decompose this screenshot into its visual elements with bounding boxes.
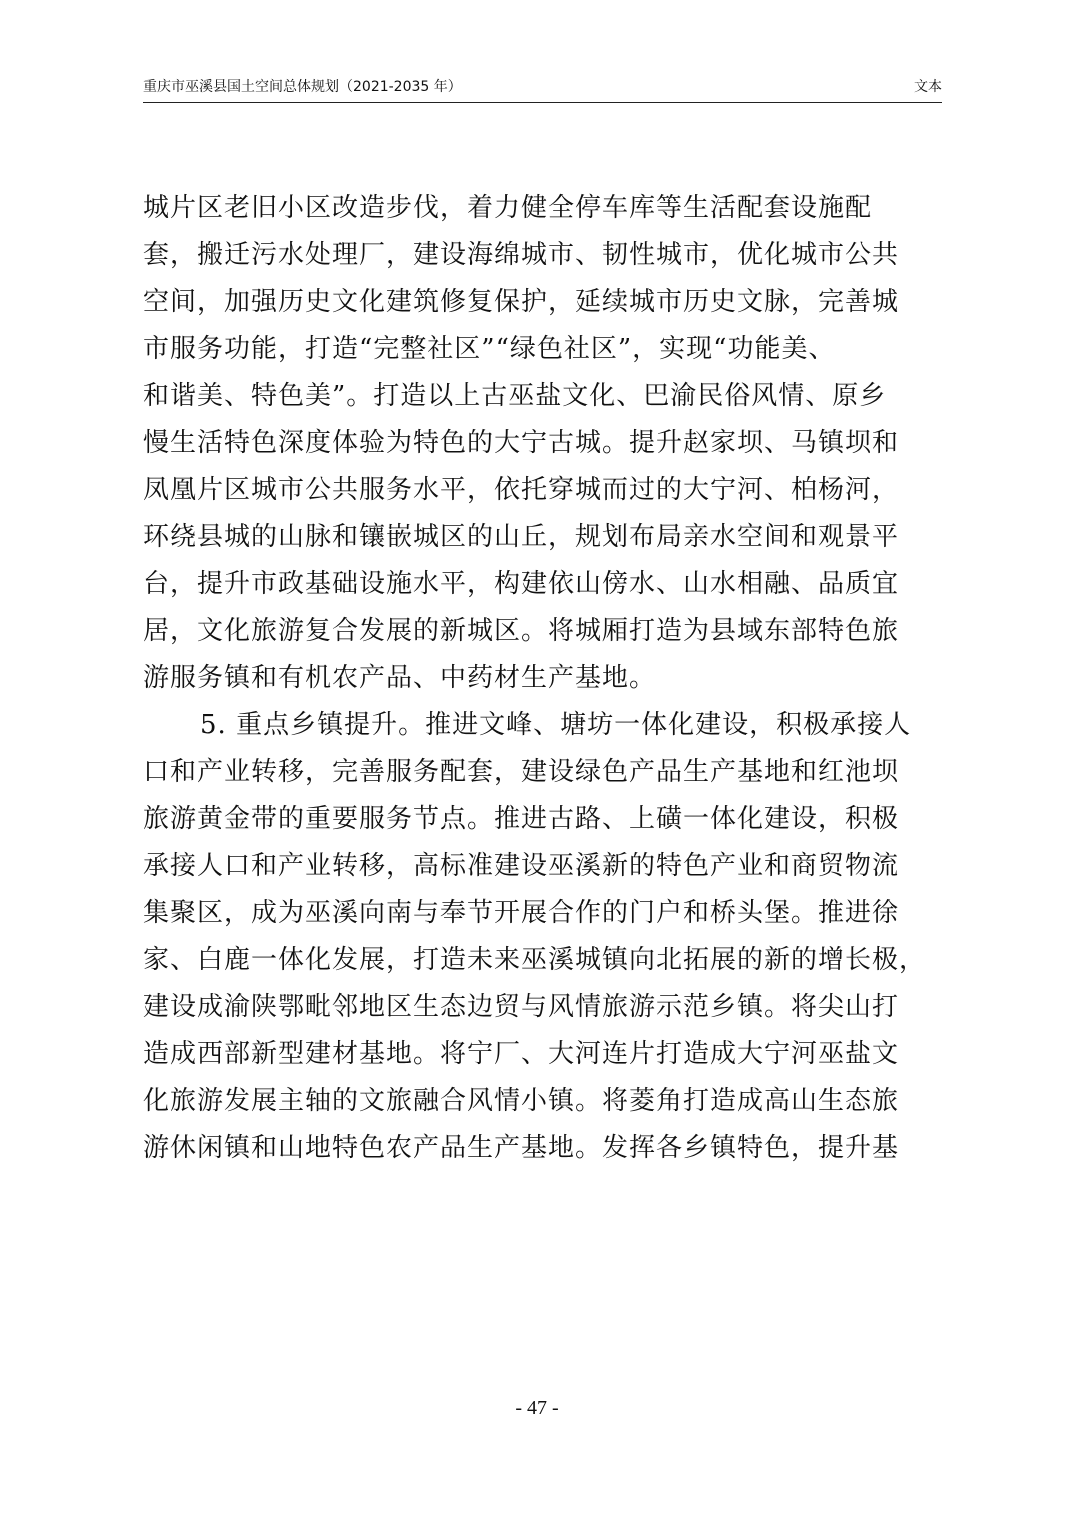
body-text	[143, 185, 943, 1172]
text-line: 环绕县城的山脉和镶嵌城区的山丘，规划布局亲水空间和观景平	[143, 522, 900, 552]
document-type-label: 文本	[914, 79, 942, 95]
text-line: 游休闲镇和山地特色农产品生产基地。发挥各乡镇特色，提升基	[143, 1133, 900, 1163]
text-line: 套，搬迁污水处理厂，建设海绵城市、韧性城市，优化城市公共	[143, 240, 900, 270]
text-line: 建设成渝陕鄂毗邻地区生态边贸与风情旅游示范乡镇。将尖山打	[143, 992, 900, 1022]
text-line: 口和产业转移，完善服务配套，建设绿色产品生产基地和红池坝	[143, 757, 900, 787]
text-line: 集聚区，成为巫溪向南与奉节开展合作的门户和桥头堡。推进徐	[143, 898, 900, 928]
text-line: 旅游黄金带的重要服务节点。推进古路、上磺一体化建设，积极	[143, 804, 900, 834]
text-line: 台，提升市政基础设施水平，构建依山傍水、山水相融、品质宜	[143, 569, 900, 599]
text-line: 家、白鹿一体化发展，打造未来巫溪城镇向北拓展的新的增长极，	[143, 945, 927, 975]
text-line: 居，文化旅游复合发展的新城区。将城厢打造为县域东部特色旅	[143, 616, 900, 646]
text-line: 凤凰片区城市公共服务水平，依托穿城而过的大宁河、柏杨河，	[143, 475, 900, 505]
paragraph-first-line: 5. 重点乡镇提升。推进文峰、塘坊一体化建设，积极承接人	[200, 710, 912, 740]
page-header	[143, 76, 942, 103]
text-line: 化旅游发展主轴的文旅融合风情小镇。将菱角打造成高山生态旅	[143, 1086, 900, 1116]
text-line: 和谐美、特色美”。打造以上古巫盐文化、巴渝民俗风情、原乡	[143, 381, 887, 411]
text-line: 游服务镇和有机农产品、中药材生产基地。	[143, 663, 657, 693]
text-line: 空间，加强历史文化建筑修复保护，延续城市历史文脉，完善城	[143, 287, 900, 317]
text-line: 慢生活特色深度体验为特色的大宁古城。提升赵家坝、马镇坝和	[143, 428, 900, 458]
text-line: 市服务功能，打造“完整社区”“绿色社区”，实现“功能美、	[143, 334, 836, 364]
page-number: - 47 -	[515, 1397, 559, 1419]
text-line: 造成西部新型建材基地。将宁厂、大河连片打造成大宁河巫盐文	[143, 1039, 900, 1069]
document-title: 重庆市巫溪县国土空间总体规划（2021-2035 年）	[143, 79, 462, 95]
text-line: 城片区老旧小区改造步伐，着力健全停车库等生活配套设施配	[143, 193, 873, 223]
text-line: 承接人口和产业转移，高标准建设巫溪新的特色产业和商贸物流	[143, 851, 900, 881]
